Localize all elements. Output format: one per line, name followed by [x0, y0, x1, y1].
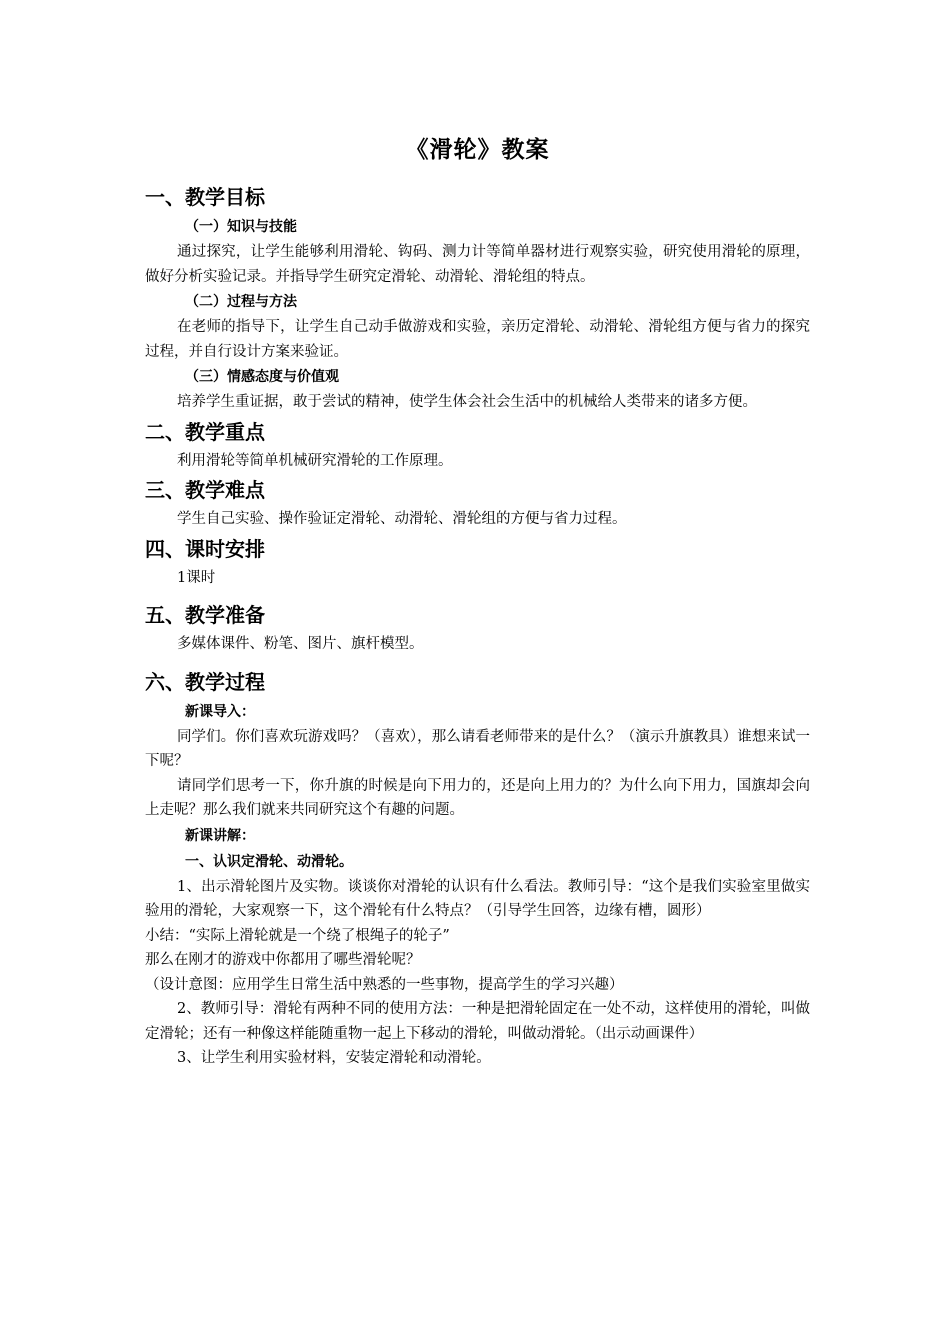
paragraph-summary: 小结：“实际上滑轮就是一个绕了根绳子的轮子” — [145, 927, 450, 944]
paragraph-schedule: 1课时 — [177, 569, 216, 586]
heading-schedule: 四、课时安排 — [145, 536, 265, 561]
heading-key-points: 二、教学重点 — [145, 419, 265, 444]
paragraph-design-intent: （设计意图：应用学生日常生活中熟悉的一些事物，提高学生的学习兴趣） — [145, 976, 624, 993]
heading-teaching-goals: 一、教学目标 — [145, 185, 265, 209]
label-part-one: 一、认识定滑轮、动滑轮。 — [185, 853, 353, 870]
paragraph-step-1: 1、出示滑轮图片及实物。谈谈你对滑轮的认识有什么看法。教师引导：“这个是我们实验室里做实验用的滑轮，大家观察一下，这个滑轮有什么特点？（引导学生回答，边缘有槽，圆形） — [145, 878, 810, 919]
paragraph-intro-2: 请同学们思考一下，你升旗的时候是向下用力的，还是向上用力的？为什么向下用力，国旗却会向上走呢？那么我们就来共同研究这个有趣的问题。 — [145, 777, 810, 818]
paragraph-process-method: 在老师的指导下，让学生自己动手做游戏和实验，亲历定滑轮、动滑轮、滑轮组方便与省力的探究过程，并自行设计方案来验证。 — [145, 319, 810, 360]
document-title: 《滑轮》教案 — [405, 137, 550, 163]
paragraph-knowledge-skills: 通过探究，让学生能够利用滑轮、钩码、测力计等简单器材进行观察实验，研究使用滑轮的原理，做好分析实验记录。并指导学生研究定滑轮、动滑轮、滑轮组的特点。 — [145, 244, 810, 285]
subheading-attitude-values: （三）情感态度与价值观 — [185, 369, 339, 385]
heading-difficulties: 三、教学难点 — [145, 478, 265, 502]
document-page — [145, 128, 810, 1071]
label-new-lesson-explanation: 新课讲解： — [185, 827, 255, 844]
paragraph-question: 那么在刚才的游戏中你都用了哪些滑轮呢？ — [145, 952, 421, 968]
paragraph-key-points: 利用滑轮等简单机械研究滑轮的工作原理。 — [177, 452, 453, 469]
paragraph-intro-1: 同学们。你们喜欢玩游戏吗？（喜欢），那么请看老师带来的是什么？（演示升旗教具）谁想来试一下呢？ — [145, 728, 810, 769]
paragraph-step-2: 2、教师引导：滑轮有两种不同的使用方法：一种是把滑轮固定在一处不动，这样使用的滑轮，叫做定滑轮；还有一种像这样能随重物一起上下移动的滑轮，叫做动滑轮。（出示动画课件） — [145, 1001, 810, 1042]
paragraph-attitude-values: 培养学生重证据，敢于尝试的精神，使学生体会社会生活中的机械给人类带来的诸多方便。 — [177, 394, 757, 410]
paragraph-step-3: 3、让学生利用实验材料，安装定滑轮和动滑轮。 — [177, 1050, 491, 1066]
label-new-lesson-intro: 新课导入： — [185, 703, 255, 720]
subheading-knowledge-skills: （一）知识与技能 — [185, 219, 297, 235]
paragraph-difficulties: 学生自己实验、操作验证定滑轮、动滑轮、滑轮组的方便与省力过程。 — [177, 511, 627, 527]
heading-teaching-process: 六、教学过程 — [145, 669, 265, 694]
subheading-process-method: （二）过程与方法 — [185, 294, 297, 310]
paragraph-preparation: 多媒体课件、粉笔、图片、旗杆模型。 — [177, 636, 424, 652]
heading-preparation: 五、教学准备 — [145, 603, 265, 627]
